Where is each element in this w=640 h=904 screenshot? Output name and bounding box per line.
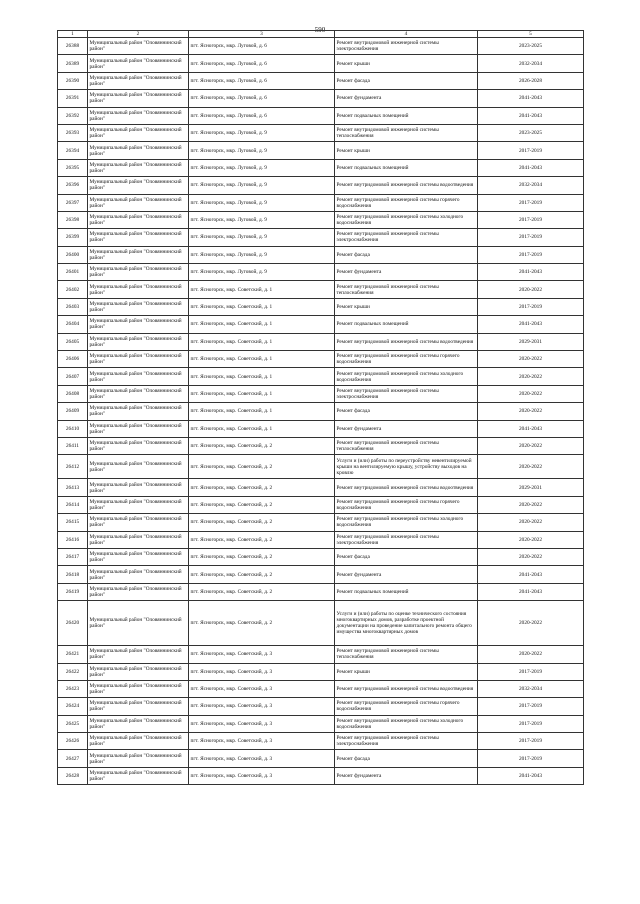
work-cell: Ремонт внутридомовой инженерной системы теплоснабжения [335,646,478,663]
address-cell: пгт. Ясногорск, мкр. Луговой, д. 6 [189,72,335,89]
district-cell: Муниципальный район "Оловяннинский район" [88,159,189,176]
period-cell: 2041-2043 [478,159,584,176]
period-cell: 2017-2019 [478,715,584,732]
work-cell: Ремонт внутридомовой инженерной системы холодного водоснабжения [335,211,478,228]
work-cell: Ремонт крыши [335,298,478,315]
work-cell: Ремонт внутридомовой инженерной системы электроснабжения [335,229,478,246]
period-cell: 2029-2031 [478,333,584,350]
table-row [58,750,584,767]
address-cell: пгт. Ясногорск, мкр. Луговой, д. 9 [189,124,335,141]
address-cell: пгт. Ясногорск, мкр. Луговой, д. 6 [189,55,335,72]
district-cell: Муниципальный район "Оловяннинский район" [88,496,189,513]
table-row [58,229,584,246]
period-cell: 2020-2022 [478,514,584,531]
row-id: 26419 [58,583,88,600]
work-cell: Ремонт фундамента [335,420,478,437]
district-cell: Муниципальный район "Оловяннинский район" [88,750,189,767]
work-cell: Ремонт внутридомовой инженерной системы электроснабжения [335,733,478,750]
district-cell: Муниципальный район "Оловяннинский район" [88,733,189,750]
period-cell: 2032-2034 [478,177,584,194]
address-cell: пгт. Ясногорск, мкр. Советский, д. 1 [189,420,335,437]
address-cell: пгт. Ясногорск, мкр. Луговой, д. 9 [189,194,335,211]
period-cell: 2020-2022 [478,646,584,663]
address-cell: пгт. Ясногорск, мкр. Советский, д. 3 [189,680,335,697]
table-row [58,437,584,454]
district-cell: Муниципальный район "Оловяннинский район" [88,455,189,479]
period-cell: 2041-2043 [478,767,584,784]
header-col-4: 4 [335,31,478,38]
table-row [58,479,584,496]
period-cell: 2017-2019 [478,229,584,246]
period-cell: 2020-2022 [478,385,584,402]
period-cell: 2026-2028 [478,72,584,89]
district-cell: Муниципальный район "Оловяннинский район" [88,601,189,646]
table-row [58,177,584,194]
row-id: 26421 [58,646,88,663]
table-row [58,55,584,72]
work-cell: Ремонт внутридомовой инженерной системы теплоснабжения [335,281,478,298]
row-id: 26426 [58,733,88,750]
address-cell: пгт. Ясногорск, мкр. Советский, д. 2 [189,496,335,513]
work-cell: Ремонт крыши [335,142,478,159]
district-cell: Муниципальный район "Оловяннинский район" [88,646,189,663]
period-cell: 2020-2022 [478,531,584,548]
table-row [58,548,584,565]
district-cell: Муниципальный район "Оловяннинский район" [88,281,189,298]
row-id: 26415 [58,514,88,531]
table-row [58,663,584,680]
row-id: 26396 [58,177,88,194]
table-row [58,72,584,89]
district-cell: Муниципальный район "Оловяннинский район" [88,298,189,315]
table-row [58,455,584,479]
address-cell: пгт. Ясногорск, мкр. Советский, д. 2 [189,548,335,565]
district-cell: Муниципальный район "Оловяннинский район" [88,333,189,350]
address-cell: пгт. Ясногорск, мкр. Советский, д. 1 [189,403,335,420]
work-cell: Ремонт внутридомовой инженерной системы горячего водоснабжения [335,496,478,513]
work-cell: Ремонт фасада [335,750,478,767]
district-cell: Муниципальный район "Оловяннинский район" [88,663,189,680]
district-cell: Муниципальный район "Оловяннинский район" [88,194,189,211]
district-cell: Муниципальный район "Оловяннинский район" [88,124,189,141]
row-id: 26405 [58,333,88,350]
address-cell: пгт. Ясногорск, мкр. Луговой, д. 6 [189,38,335,55]
header-col-3: 3 [189,31,335,38]
row-id: 26397 [58,194,88,211]
address-cell: пгт. Ясногорск, мкр. Советский, д. 1 [189,368,335,385]
work-cell: Ремонт фасада [335,548,478,565]
district-cell: Муниципальный район "Оловяннинский район" [88,142,189,159]
row-id: 26393 [58,124,88,141]
row-id: 26404 [58,316,88,333]
work-cell: Ремонт фасада [335,403,478,420]
district-cell: Муниципальный район "Оловяннинский район" [88,72,189,89]
address-cell: пгт. Ясногорск, мкр. Советский, д. 3 [189,767,335,784]
period-cell: 2017-2019 [478,298,584,315]
address-cell: пгт. Ясногорск, мкр. Советский, д. 2 [189,566,335,583]
work-cell: Ремонт фундамента [335,264,478,281]
district-cell: Муниципальный район "Оловяннинский район" [88,715,189,732]
row-id: 26414 [58,496,88,513]
work-cell: Ремонт фасада [335,246,478,263]
address-cell: пгт. Ясногорск, мкр. Советский, д. 1 [189,281,335,298]
table-row [58,90,584,107]
district-cell: Муниципальный район "Оловяннинский район" [88,531,189,548]
address-cell: пгт. Ясногорск, мкр. Советский, д. 3 [189,663,335,680]
row-id: 26390 [58,72,88,89]
district-cell: Муниципальный район "Оловяннинский район" [88,403,189,420]
period-cell: 2041-2043 [478,420,584,437]
district-cell: Муниципальный район "Оловяннинский район" [88,566,189,583]
table-row [58,298,584,315]
table-row [58,583,584,600]
district-cell: Муниципальный район "Оловяннинский район" [88,38,189,55]
table-row [58,194,584,211]
row-id: 26418 [58,566,88,583]
table-row [58,38,584,55]
period-cell: 2041-2043 [478,90,584,107]
work-cell: Ремонт фундамента [335,90,478,107]
table-row [58,316,584,333]
period-cell: 2020-2022 [478,455,584,479]
table-row [58,680,584,697]
period-cell: 2020-2022 [478,437,584,454]
work-cell: Ремонт внутридомовой инженерной системы холодного водоснабжения [335,368,478,385]
address-cell: пгт. Ясногорск, мкр. Советский, д. 2 [189,437,335,454]
period-cell: 2020-2022 [478,548,584,565]
period-cell: 2017-2019 [478,750,584,767]
row-id: 26402 [58,281,88,298]
address-cell: пгт. Ясногорск, мкр. Луговой, д. 9 [189,159,335,176]
row-id: 26413 [58,479,88,496]
district-cell: Муниципальный район "Оловяннинский район" [88,90,189,107]
period-cell: 2017-2019 [478,194,584,211]
address-cell: пгт. Ясногорск, мкр. Советский, д. 2 [189,514,335,531]
address-cell: пгт. Ясногорск, мкр. Советский, д. 2 [189,455,335,479]
district-cell: Муниципальный район "Оловяннинский район" [88,548,189,565]
row-id: 26420 [58,601,88,646]
address-cell: пгт. Ясногорск, мкр. Советский, д. 2 [189,479,335,496]
address-cell: пгт. Ясногорск, мкр. Советский, д. 1 [189,385,335,402]
period-cell: 2020-2022 [478,281,584,298]
row-id: 26400 [58,246,88,263]
period-cell: 2017-2019 [478,246,584,263]
table-row [58,124,584,141]
row-id: 26389 [58,55,88,72]
period-cell: 2023-2025 [478,38,584,55]
row-id: 26428 [58,767,88,784]
table-row [58,420,584,437]
table-row [58,646,584,663]
table-row [58,715,584,732]
row-id: 26424 [58,698,88,715]
table-row [58,531,584,548]
row-id: 26398 [58,211,88,228]
address-cell: пгт. Ясногорск, мкр. Луговой, д. 6 [189,107,335,124]
district-cell: Муниципальный район "Оловяннинский район" [88,246,189,263]
period-cell: 2032-2034 [478,55,584,72]
table-row [58,211,584,228]
period-cell: 2020-2022 [478,351,584,368]
table-row [58,733,584,750]
district-cell: Муниципальный район "Оловяннинский район" [88,767,189,784]
row-id: 26425 [58,715,88,732]
table-row [58,601,584,646]
header-col-5: 5 [478,31,584,38]
work-cell: Ремонт внутридомовой инженерной системы теплоснабжения [335,124,478,141]
period-cell: 2041-2043 [478,107,584,124]
repair-schedule-table [57,30,584,785]
district-cell: Муниципальный район "Оловяннинский район" [88,583,189,600]
row-id: 26408 [58,385,88,402]
district-cell: Муниципальный район "Оловяннинский район" [88,437,189,454]
period-cell: 2020-2022 [478,601,584,646]
table-row [58,403,584,420]
address-cell: пгт. Ясногорск, мкр. Луговой, д. 9 [189,177,335,194]
table-row [58,246,584,263]
address-cell: пгт. Ясногорск, мкр. Советский, д. 1 [189,333,335,350]
work-cell: Ремонт крыши [335,663,478,680]
work-cell: Ремонт внутридомовой инженерной системы водоотведения [335,680,478,697]
period-cell: 2041-2043 [478,316,584,333]
district-cell: Муниципальный район "Оловяннинский район" [88,177,189,194]
address-cell: пгт. Ясногорск, мкр. Советский, д. 3 [189,646,335,663]
work-cell: Ремонт внутридомовой инженерной системы водоотведения [335,479,478,496]
district-cell: Муниципальный район "Оловяннинский район" [88,385,189,402]
row-id: 26401 [58,264,88,281]
header-col-2: 2 [88,31,189,38]
address-cell: пгт. Ясногорск, мкр. Советский, д. 3 [189,715,335,732]
work-cell: Ремонт внутридомовой инженерной системы холодного водоснабжения [335,514,478,531]
table-row [58,767,584,784]
table-row [58,514,584,531]
table-row [58,698,584,715]
period-cell: 2041-2043 [478,583,584,600]
district-cell: Муниципальный район "Оловяннинский район" [88,368,189,385]
row-id: 26394 [58,142,88,159]
row-id: 26403 [58,298,88,315]
table-row [58,264,584,281]
table-row [58,351,584,368]
district-cell: Муниципальный район "Оловяннинский район" [88,229,189,246]
district-cell: Муниципальный район "Оловяннинский район" [88,211,189,228]
work-cell: Ремонт внутридомовой инженерной системы водоотведения [335,333,478,350]
district-cell: Муниципальный район "Оловяннинский район" [88,107,189,124]
table-row [58,107,584,124]
table-row [58,368,584,385]
table-row [58,281,584,298]
header-col-1: 1 [58,31,88,38]
address-cell: пгт. Ясногорск, мкр. Луговой, д. 6 [189,90,335,107]
table-row [58,142,584,159]
period-cell: 2017-2019 [478,733,584,750]
work-cell: Ремонт крыши [335,55,478,72]
work-cell: Ремонт подвальных помещений [335,316,478,333]
address-cell: пгт. Ясногорск, мкр. Луговой, д. 9 [189,142,335,159]
address-cell: пгт. Ясногорск, мкр. Советский, д. 2 [189,583,335,600]
work-cell: Ремонт подвальных помещений [335,107,478,124]
period-cell: 2041-2043 [478,566,584,583]
district-cell: Муниципальный район "Оловяннинский район" [88,420,189,437]
district-cell: Муниципальный район "Оловяннинский район" [88,514,189,531]
period-cell: 2023-2025 [478,124,584,141]
header-row [58,31,584,38]
page-number: 590 [314,26,326,34]
row-id: 26388 [58,38,88,55]
address-cell: пгт. Ясногорск, мкр. Советский, д. 2 [189,531,335,548]
period-cell: 2017-2019 [478,142,584,159]
period-cell: 2032-2034 [478,680,584,697]
work-cell: Ремонт внутридомовой инженерной системы горячего водоснабжения [335,351,478,368]
work-cell: Ремонт подвальных помещений [335,583,478,600]
row-id: 26395 [58,159,88,176]
table-header [58,31,584,38]
period-cell: 2017-2019 [478,698,584,715]
district-cell: Муниципальный район "Оловяннинский район" [88,351,189,368]
row-id: 26427 [58,750,88,767]
row-id: 26422 [58,663,88,680]
district-cell: Муниципальный район "Оловяннинский район" [88,264,189,281]
address-cell: пгт. Ясногорск, мкр. Советский, д. 1 [189,316,335,333]
address-cell: пгт. Ясногорск, мкр. Советский, д. 3 [189,733,335,750]
work-cell: Услуги и (или) работы по переустройству невентилируемой крыши на вентилируемую крышу, устройству выходов на кровлю [335,455,478,479]
period-cell: 2020-2022 [478,368,584,385]
work-cell: Ремонт внутридомовой инженерной системы теплоснабжения [335,437,478,454]
work-cell: Ремонт внутридомовой инженерной системы электроснабжения [335,531,478,548]
work-cell: Ремонт подвальных помещений [335,159,478,176]
address-cell: пгт. Ясногорск, мкр. Луговой, д. 9 [189,246,335,263]
period-cell: 2017-2019 [478,211,584,228]
table-body [58,38,584,785]
row-id: 26411 [58,437,88,454]
address-cell: пгт. Ясногорск, мкр. Луговой, д. 9 [189,229,335,246]
period-cell: 2020-2022 [478,496,584,513]
row-id: 26407 [58,368,88,385]
row-id: 26417 [58,548,88,565]
work-cell: Ремонт фундамента [335,767,478,784]
work-cell: Ремонт внутридомовой инженерной системы водоотведения [335,177,478,194]
work-cell: Ремонт внутридомовой инженерной системы горячего водоснабжения [335,698,478,715]
table-row [58,159,584,176]
address-cell: пгт. Ясногорск, мкр. Советский, д. 1 [189,298,335,315]
district-cell: Муниципальный район "Оловяннинский район" [88,698,189,715]
table-row [58,385,584,402]
period-cell: 2017-2019 [478,663,584,680]
row-id: 26410 [58,420,88,437]
work-cell: Ремонт фундамента [335,566,478,583]
work-cell: Услуги и (или) работы по оценке технического состояния многоквартирных домов, разработке проектной документации на проведение капитального ремонта общего имущества многоквартирных домов [335,601,478,646]
address-cell: пгт. Ясногорск, мкр. Советский, д. 3 [189,750,335,767]
row-id: 26399 [58,229,88,246]
work-cell: Ремонт внутридомовой инженерной системы электроснабжения [335,38,478,55]
period-cell: 2020-2022 [478,403,584,420]
table-row [58,496,584,513]
work-cell: Ремонт внутридомовой инженерной системы горячего водоснабжения [335,194,478,211]
address-cell: пгт. Ясногорск, мкр. Советский, д. 3 [189,698,335,715]
table-row [58,566,584,583]
row-id: 26412 [58,455,88,479]
row-id: 26406 [58,351,88,368]
address-cell: пгт. Ясногорск, мкр. Луговой, д. 9 [189,264,335,281]
period-cell: 2029-2031 [478,479,584,496]
work-cell: Ремонт фасада [335,72,478,89]
district-cell: Муниципальный район "Оловяннинский район" [88,316,189,333]
district-cell: Муниципальный район "Оловяннинский район" [88,55,189,72]
table-row [58,333,584,350]
row-id: 26409 [58,403,88,420]
row-id: 26392 [58,107,88,124]
address-cell: пгт. Ясногорск, мкр. Луговой, д. 9 [189,211,335,228]
work-cell: Ремонт внутридомовой инженерной системы электроснабжения [335,385,478,402]
work-cell: Ремонт внутридомовой инженерной системы холодного водоснабжения [335,715,478,732]
district-cell: Муниципальный район "Оловяннинский район" [88,680,189,697]
row-id: 26391 [58,90,88,107]
period-cell: 2041-2043 [478,264,584,281]
address-cell: пгт. Ясногорск, мкр. Советский, д. 2 [189,601,335,646]
district-cell: Муниципальный район "Оловяннинский район" [88,479,189,496]
row-id: 26416 [58,531,88,548]
row-id: 26423 [58,680,88,697]
address-cell: пгт. Ясногорск, мкр. Советский, д. 1 [189,351,335,368]
